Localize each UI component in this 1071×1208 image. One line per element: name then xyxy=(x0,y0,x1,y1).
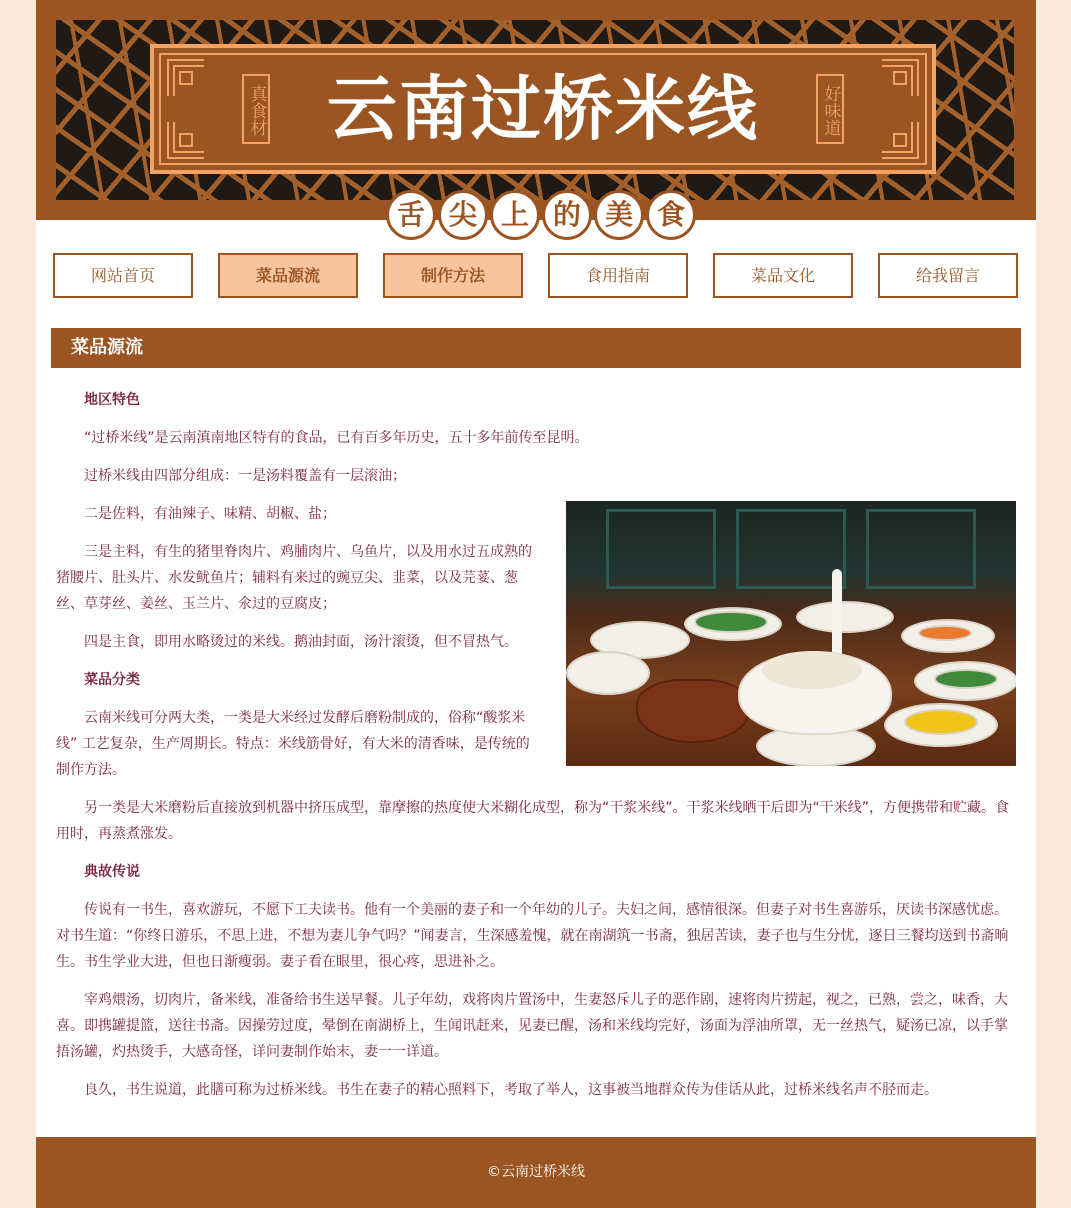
rice-noodle-photo xyxy=(566,501,1016,766)
title-panel xyxy=(150,44,936,174)
paragraph: “过桥米线”是云南滇南地区特有的食品，已有百多年历史，五十多年前传至昆明。 xyxy=(84,430,589,446)
paragraph: 四是主食，即用水略烫过的米线。鹅油封面，汤汁滚烫，但不冒热气。 xyxy=(84,634,518,650)
paragraph: 宰鸡煨汤，切肉片，备米线，准备给书生送早餐。儿子年幼，戏将肉片置汤中，生妻怒斥儿子的恶作剧，速将肉片捞起，视之，已熟，尝之，味香，大喜。即携罐提篮，送往书斋。因操劳过度，晕倒在南湖桥上，生闻讯赶来，见妻已醒，汤和米线均完好，汤面为浮油所罩，无一丝热气，疑汤已凉，以手掌捂汤罐，灼热烫手，大感奇怪，详问妻制作始末，妻一一详道。 xyxy=(56,992,1008,1060)
article-content xyxy=(56,387,1016,1115)
paragraph: 二是佐料，有油辣子、味精、胡椒、盐； xyxy=(84,506,336,522)
corner-ornament-icon xyxy=(880,58,920,98)
corner-ornament-icon xyxy=(166,58,206,98)
slogan xyxy=(386,190,696,238)
slogan-char: 美 xyxy=(594,190,644,240)
page xyxy=(36,0,1036,1208)
paragraph: 传说有一书生，喜欢游玩，不愿下工夫读书。他有一个美丽的妻子和一个年幼的儿子。夫妇之间，感情很深。但妻子对书生喜游乐，厌读书深感忧虑。对书生道：“你终日游乐，不思上进，不想为妻儿争气吗？”闻妻言，生深感羞愧，就在南湖筑一书斋，独居苦读，妻子也与生分忧，逐日三餐均送到书斋晌生。书生学业大进，但也日渐瘦弱。妻子看在眼里，很心疼，思进补之。 xyxy=(56,902,1009,970)
paragraph: 三是主料，有生的猪里脊肉片、鸡脯肉片、乌鱼片，以及用水过五成熟的猪腰片、肚头片、水发鱿鱼片；辅料有来过的豌豆尖、韭菜，以及芫荽、葱丝、草芽丝、姜丝、玉兰片、氽过的豆腐皮； xyxy=(56,544,532,612)
paragraph: 良久，书生说道，此膳可称为过桥米线。书生在妻子的精心照料下，考取了举人，这事被当地群众传为佳话从此，过桥米线名声不胫而走。 xyxy=(84,1082,938,1098)
nav-home[interactable]: 网站首页 xyxy=(53,253,193,298)
site-title: 云南过桥米线 xyxy=(327,67,759,150)
nav-dish-origin[interactable]: 菜品源流 xyxy=(218,253,358,298)
corner-ornament-icon xyxy=(880,120,920,160)
paragraph: 云南米线可分两大类，一类是大米经过发酵后磨粉制成的，俗称“酸浆米线” 工艺复杂，生产周期长。特点：米线筋骨好，有大米的清香味，是传统的制作方法。 xyxy=(56,710,530,778)
slogan-char: 上 xyxy=(490,190,540,240)
slogan-char: 舌 xyxy=(386,190,436,240)
nav-recipe[interactable]: 制作方法 xyxy=(383,253,523,298)
slogan-char: 尖 xyxy=(438,190,488,240)
header-banner xyxy=(36,0,1036,220)
nav-guestbook[interactable]: 给我留言 xyxy=(878,253,1018,298)
slogan-char: 食 xyxy=(646,190,696,240)
paragraph: 过桥米线由四部分组成：一是汤料覆盖有一层滚油； xyxy=(84,468,406,484)
slogan-char: 的 xyxy=(542,190,592,240)
subheading-category: 菜品分类 xyxy=(84,672,140,688)
subheading-legend: 典故传说 xyxy=(84,864,140,880)
corner-ornament-icon xyxy=(166,120,206,160)
seal-right: 好味道 xyxy=(816,74,844,144)
main-nav xyxy=(53,253,1018,298)
footer-copyright: ©云南过桥米线 xyxy=(36,1137,1036,1208)
seal-left: 真食材 xyxy=(242,74,270,144)
section-title: 菜品源流 xyxy=(51,328,1021,368)
nav-dish-culture[interactable]: 菜品文化 xyxy=(713,253,853,298)
nav-eating-guide[interactable]: 食用指南 xyxy=(548,253,688,298)
paragraph: 另一类是大米磨粉后直接放到机器中挤压成型，靠摩擦的热度使大米糊化成型，称为“干浆米线”。干浆米线晒干后即为“干米线”，方便携带和贮藏。食用时，再蒸煮涨发。 xyxy=(56,800,1010,842)
subheading-region: 地区特色 xyxy=(84,392,140,408)
